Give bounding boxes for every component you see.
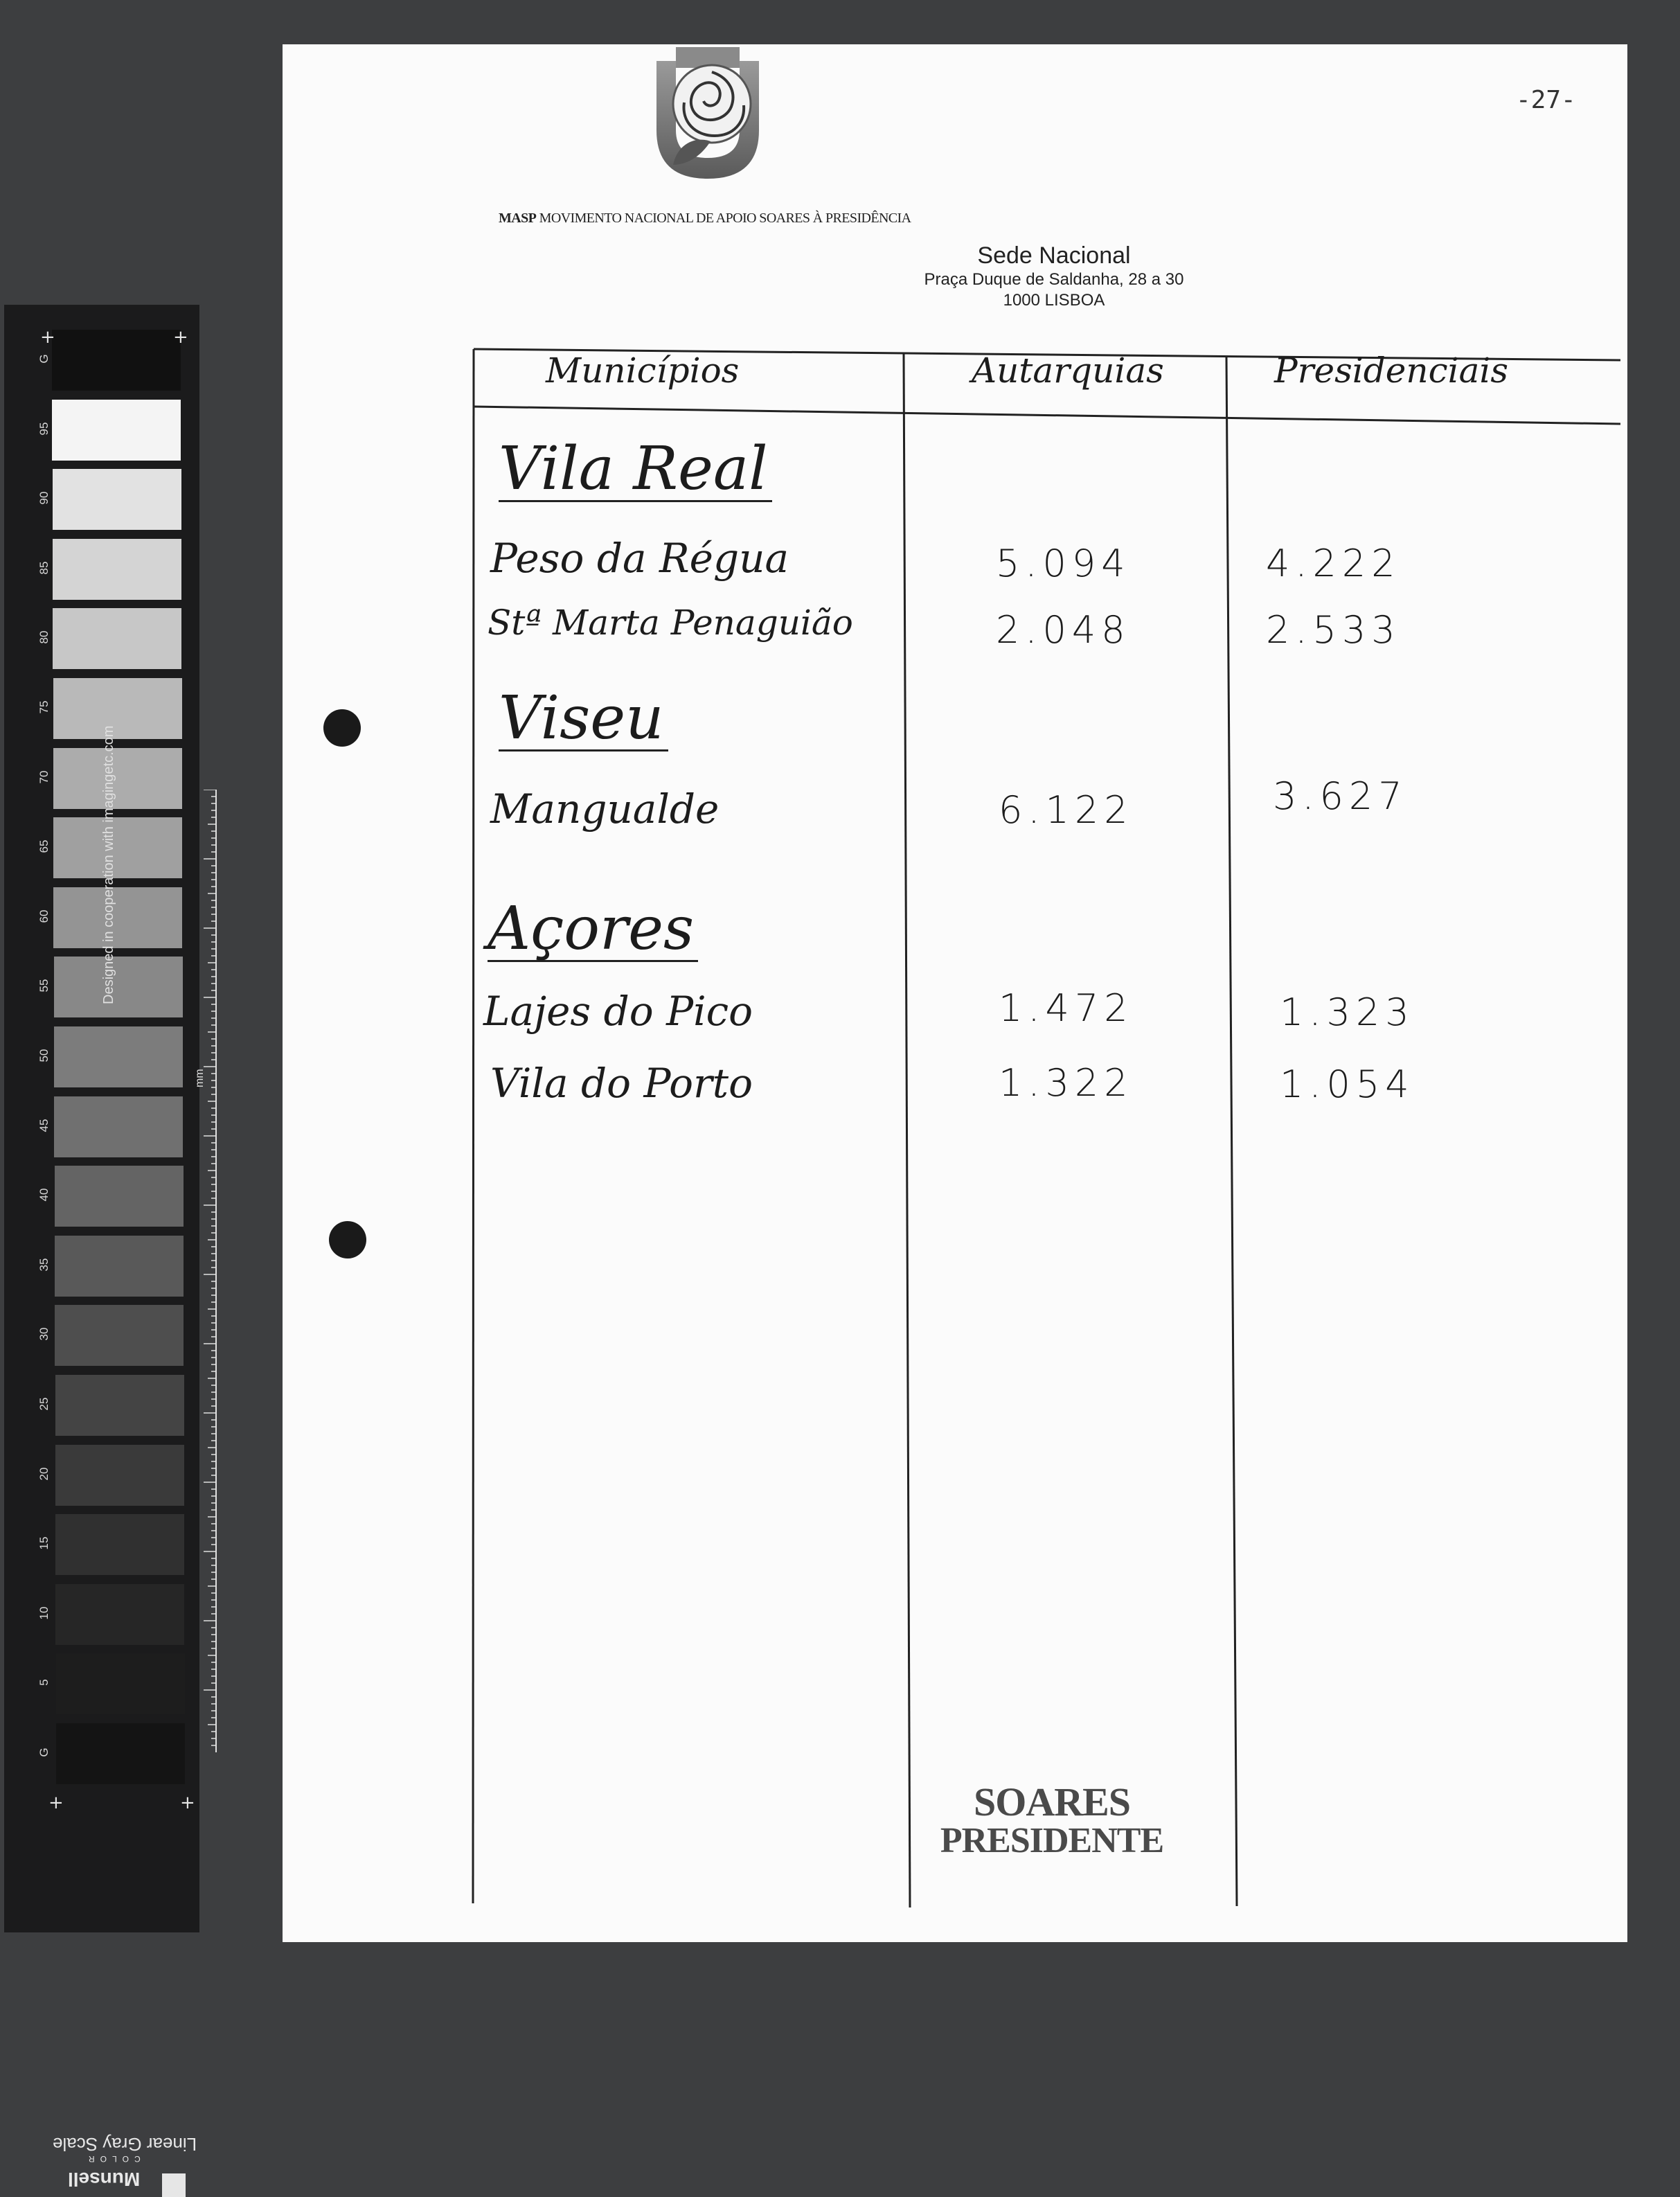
region-heading: Açores (488, 899, 698, 962)
gray-step-label: G (37, 354, 51, 364)
region-heading: Vila Real (499, 439, 772, 502)
gray-step-label: 55 (37, 979, 51, 993)
gray-patch (55, 1236, 184, 1297)
autarquias-value: 6.122 (999, 788, 1134, 832)
card-product-name: Linear Gray Scale (53, 2134, 197, 2155)
gray-patch (55, 1584, 184, 1645)
sede-address: Praça Duque de Saldanha, 28 a 30 (924, 270, 1184, 289)
municipio-name: Vila do Porto (490, 1060, 753, 1107)
gray-step-label: 5 (37, 1679, 51, 1687)
gray-step-label: 70 (37, 770, 51, 784)
registration-mark: + (40, 327, 55, 348)
gray-step-label: 95 (37, 422, 51, 436)
gray-step-label: 80 (37, 630, 51, 644)
presidenciais-value: 1.323 (1280, 990, 1415, 1034)
gray-patch (55, 1166, 184, 1227)
gray-step-label: 25 (37, 1397, 51, 1411)
gray-step-label: 30 (37, 1327, 51, 1341)
gray-scale-card (4, 305, 206, 2190)
autarquias-value: 1.472 (999, 986, 1134, 1030)
gray-step-label: 35 (37, 1258, 51, 1272)
gray-patch (53, 887, 182, 948)
gray-step-label: 65 (37, 839, 51, 853)
registration-mark: + (48, 1793, 64, 1813)
gray-patch (55, 1445, 184, 1506)
gray-patch (55, 1514, 184, 1575)
gray-step-label: 50 (37, 1049, 51, 1062)
punch-hole (329, 1221, 366, 1258)
card-credit-text: Designed in cooperation with imagingetc.com (101, 725, 116, 1004)
gray-step-label: 20 (37, 1467, 51, 1481)
region-heading: Viseu (499, 688, 668, 751)
gray-step-label: 15 (37, 1536, 51, 1550)
page-number: -27- (1516, 86, 1576, 114)
gray-patch (52, 330, 181, 391)
presidenciais-value: 1.054 (1280, 1062, 1415, 1106)
gray-step-label: 85 (37, 561, 51, 575)
gray-patch (55, 1305, 184, 1366)
gray-step-label: 60 (37, 909, 51, 923)
gray-step-label: 90 (37, 491, 51, 505)
gray-step-label: 10 (37, 1606, 51, 1620)
column-header-autarquias: Autarquias (972, 350, 1164, 391)
footer-slogan-line1: SOARES (973, 1779, 1131, 1824)
column-header-municipios: Municípios (546, 350, 740, 391)
munsell-logo-icon (162, 2173, 186, 2197)
gray-patch (53, 817, 182, 878)
sede-title: Sede Nacional (977, 242, 1131, 269)
autarquias-value: 1.322 (999, 1061, 1134, 1105)
card-brand-sub: COLOR (83, 2154, 141, 2164)
presidenciais-value: 2.533 (1266, 608, 1401, 652)
gray-patch (53, 748, 182, 809)
card-mm-label: mm (194, 1069, 206, 1087)
presidenciais-value: 3.627 (1273, 774, 1408, 818)
card-brand: Munsell (68, 2169, 141, 2190)
gray-patch (55, 1375, 184, 1436)
sede-city: 1000 LISBOA (1003, 291, 1105, 310)
registration-mark: + (173, 327, 188, 348)
municipio-name: Lajes do Pico (483, 988, 753, 1035)
gray-patch (56, 1723, 185, 1784)
gray-step-label: 45 (37, 1119, 51, 1132)
gray-patch (53, 469, 181, 530)
gray-step-label: 75 (37, 700, 51, 714)
punch-hole (323, 709, 361, 747)
registration-mark: + (180, 1793, 195, 1813)
gray-patch (52, 400, 181, 461)
document-page (283, 44, 1627, 1942)
gray-patch (53, 608, 181, 669)
autarquias-value: 2.048 (996, 608, 1131, 652)
footer-slogan-line2: PRESIDENTE (940, 1821, 1164, 1860)
organization-line: MASP MOVIMENTO NACIONAL DE APOIO SOARES À PRESIDÊNCIA (499, 211, 911, 226)
gray-step-label: G (37, 1747, 51, 1757)
autarquias-value: 5.094 (996, 542, 1131, 585)
presidenciais-value: 4.222 (1266, 542, 1401, 585)
municipio-name: Peso da Régua (490, 535, 789, 582)
municipio-name: Stª Marta Penaguião (488, 603, 853, 643)
gray-patch (56, 1653, 185, 1714)
gray-step-label: 40 (37, 1188, 51, 1202)
gray-patch (54, 1026, 183, 1087)
gray-patch (54, 957, 183, 1017)
gray-patch (54, 1096, 183, 1157)
mm-ruler (202, 790, 222, 1752)
municipio-name: Mangualde (490, 785, 720, 833)
column-header-presidenciais: Presidenciais (1274, 350, 1509, 391)
gray-patch (53, 678, 182, 739)
